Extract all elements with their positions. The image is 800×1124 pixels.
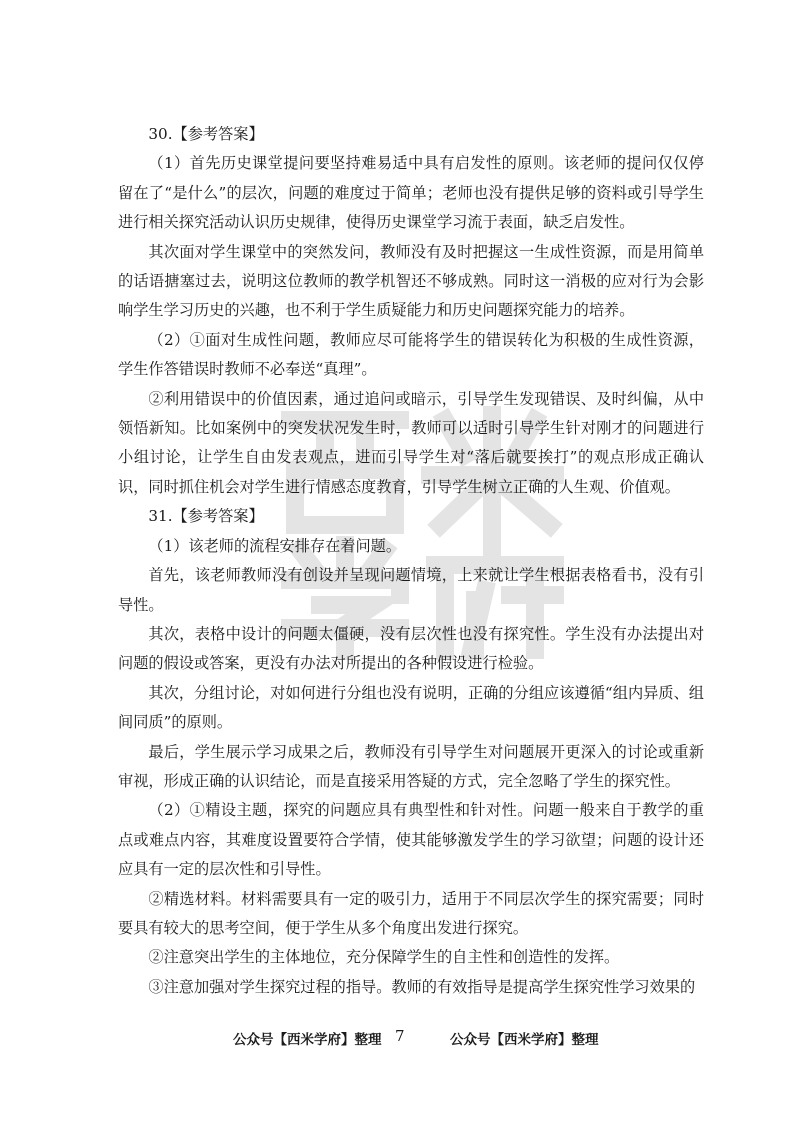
paragraph: 其次，分组讨论，对如何进行分组也没有说明，正确的分组应该遵循“组内异质、组间同质”的原则。 xyxy=(118,683,704,732)
paragraph: （1）首先历史课堂提问要坚持难易适中具有启发性的原则。该老师的提问仅仅停留在了“是什么”的层次，问题的难度过于简单；老师也没有提供足够的资料或引导学生进行相关探究活动认识历史规律，使得历史课堂学习流于表面，缺乏启发性。 xyxy=(118,154,704,232)
paragraph: （2）①面对生成性问题，教师应尽可能将学生的错误转化为积极的生成性资源，学生作答错误时教师不必奉送“真理”。 xyxy=(118,330,704,379)
section-heading-30: 30.【参考答案】 xyxy=(148,125,264,143)
paragraph: 最后，学生展示学习成果之后，教师没有引导学生对问题展开更深入的讨论或重新审视，形成正确的认识结论，而是直接采用答疑的方式，完全忽略了学生的探究性。 xyxy=(118,742,704,790)
page-number: 7 xyxy=(395,1027,405,1045)
page-footer xyxy=(0,1028,800,1050)
paragraph: ②注意突出学生的主体地位，充分保障学生的自主性和创造性的发挥。 xyxy=(148,948,620,967)
paragraph: ③注意加强对学生探究过程的指导。教师的有效指导是提高学生探究性学习效果的 xyxy=(148,977,696,996)
paragraph: ②精选材料。材料需要具有一定的吸引力，适用于不同层次学生的探究需要；同时要具有较大的思考空间，便于学生从多个角度出发进行探究。 xyxy=(118,889,704,937)
paragraph: （2）①精设主题，探究的问题应具有典型性和针对性。问题一般来自于教学的重点或难点内容，其难度设置要符合学情，使其能够激发学生的学习欲望；问题的设计还应具有一定的层次性和引导性。 xyxy=(118,801,704,879)
footer-right-label: 公众号【西米学府】整理 xyxy=(450,1032,599,1048)
paragraph: 其次面对学生课堂中的突然发问，教师没有及时把握这一生成性资源，而是用简单的话语搪塞过去，说明这位教师的教学机智还不够成熟。同时这一消极的应对行为会影响学生学习历史的兴趣，也不利于学生质疑能力和历史问题探究能力的培养。 xyxy=(118,242,704,320)
paragraph: ②利用错误中的价值因素，通过追问或暗示，引导学生发现错误、及时纠偏，从中领悟新知。比如案例中的突发状况发生时，教师可以适时引导学生针对刚才的问题进行小组讨论，让学生自由发表观点，进而引导学生对“落后就要挨打”的观点形成正确认识，同时抓住机会对学生进行情感态度教育，引导学生树立正确的人生观、价值观。 xyxy=(118,389,704,496)
paragraph: 其次，表格中设计的问题太僵硬，没有层次性也没有探究性。学生没有办法提出对问题的假设或答案，更没有办法对所提出的各种假设进行检验。 xyxy=(118,624,704,673)
footer-left-label: 公众号【西米学府】整理 xyxy=(233,1032,382,1048)
paragraph: （1）该老师的流程安排存在着问题。 xyxy=(148,536,402,555)
paragraph: 首先，该老师教师没有创设并呈现问题情境，上来就让学生根据表格看书，没有引导性。 xyxy=(118,566,704,614)
section-heading-31: 31.【参考答案】 xyxy=(148,507,264,526)
answer-text-body xyxy=(118,120,704,1002)
